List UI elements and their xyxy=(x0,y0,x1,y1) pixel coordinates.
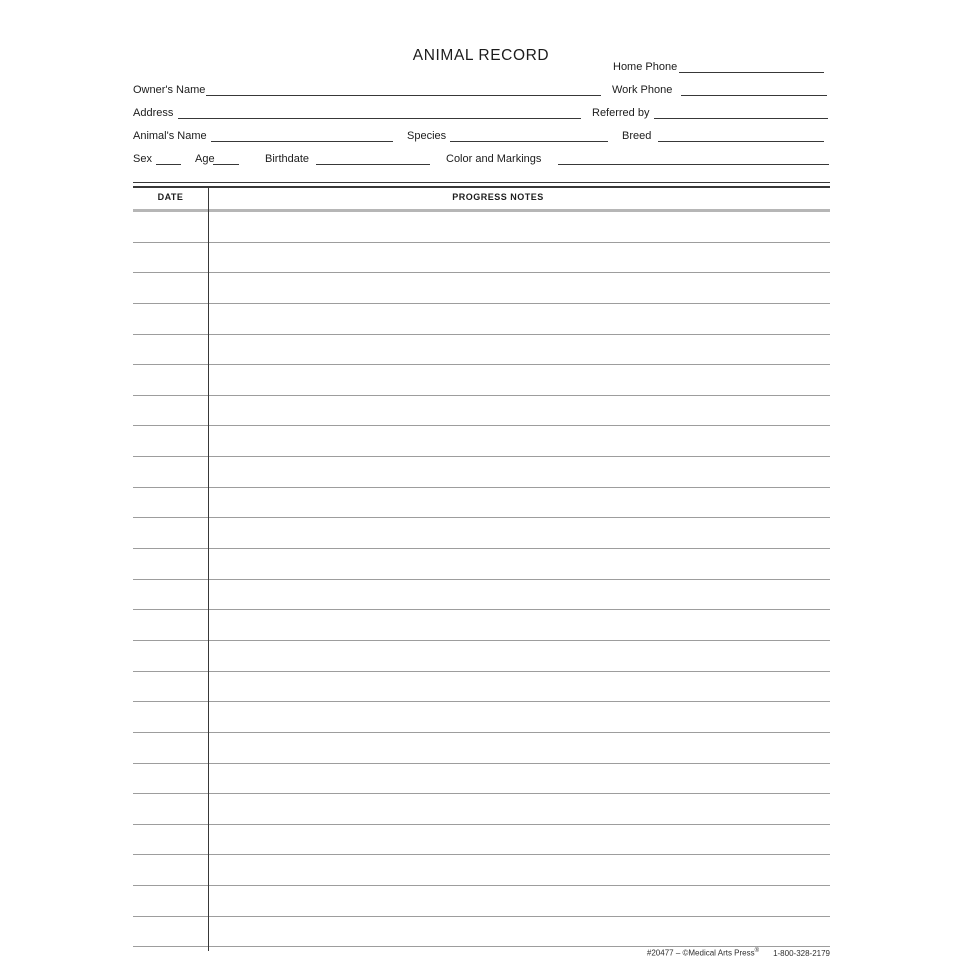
table-row xyxy=(133,764,830,795)
table-row xyxy=(133,273,830,304)
table-row xyxy=(133,518,830,549)
work-phone-label: Work Phone xyxy=(612,84,673,96)
owners-name-label: Owner's Name xyxy=(133,84,206,96)
home-phone-label: Home Phone xyxy=(613,61,678,73)
table-row xyxy=(133,488,830,519)
sex-label: Sex xyxy=(133,153,152,165)
registered-trademark-symbol: ® xyxy=(754,948,760,954)
animals-name-label: Animal's Name xyxy=(133,130,207,142)
species-write-in-line xyxy=(450,141,608,142)
table-row xyxy=(133,426,830,457)
address-write-in-line xyxy=(178,118,581,119)
table-row xyxy=(133,733,830,764)
table-row xyxy=(133,304,830,335)
footer-phone-number: 1-800-328-2179 xyxy=(773,948,830,958)
column-header-progress-notes: PROGRESS NOTES xyxy=(452,192,544,202)
referred-by-label: Referred by xyxy=(592,107,650,119)
species-label: Species xyxy=(407,130,447,142)
table-row xyxy=(133,886,830,917)
table-row xyxy=(133,672,830,703)
color-and-markings-write-in-line xyxy=(558,164,829,165)
table-row xyxy=(133,335,830,366)
footer-imprint xyxy=(647,948,830,958)
table-row xyxy=(133,794,830,825)
table-row xyxy=(133,610,830,641)
table-row xyxy=(133,917,830,948)
age-label: Age xyxy=(195,153,215,165)
table-row xyxy=(133,702,830,733)
table-top-double-border xyxy=(133,182,830,188)
referred-by-write-in-line xyxy=(654,118,828,119)
breed-write-in-line xyxy=(658,141,824,142)
table-row xyxy=(133,580,830,611)
work-phone-write-in-line xyxy=(681,95,827,96)
owners-name-write-in-line xyxy=(206,95,601,96)
animals-name-write-in-line xyxy=(211,141,393,142)
age-write-in-line xyxy=(213,164,239,165)
table-row xyxy=(133,243,830,274)
footer-catalog-text: #20477 – ©Medical Arts Press xyxy=(646,948,755,958)
table-row xyxy=(133,365,830,396)
birthdate-write-in-line xyxy=(316,164,430,165)
birthdate-label: Birthdate xyxy=(265,153,310,165)
table-row xyxy=(133,212,830,243)
address-label: Address xyxy=(133,107,174,119)
color-and-markings-label: Color and Markings xyxy=(446,153,542,165)
table-row xyxy=(133,641,830,672)
column-header-date: DATE xyxy=(157,192,184,202)
table-body xyxy=(133,212,830,947)
table-row xyxy=(133,825,830,856)
table-row xyxy=(133,396,830,427)
table-row xyxy=(133,549,830,580)
table-row xyxy=(133,855,830,886)
sex-write-in-line xyxy=(156,164,181,165)
breed-label: Breed xyxy=(622,130,652,142)
table-column-divider xyxy=(208,186,210,951)
home-phone-write-in-line xyxy=(679,72,824,73)
table-row xyxy=(133,457,830,488)
form-title: ANIMAL RECORD xyxy=(412,47,550,64)
